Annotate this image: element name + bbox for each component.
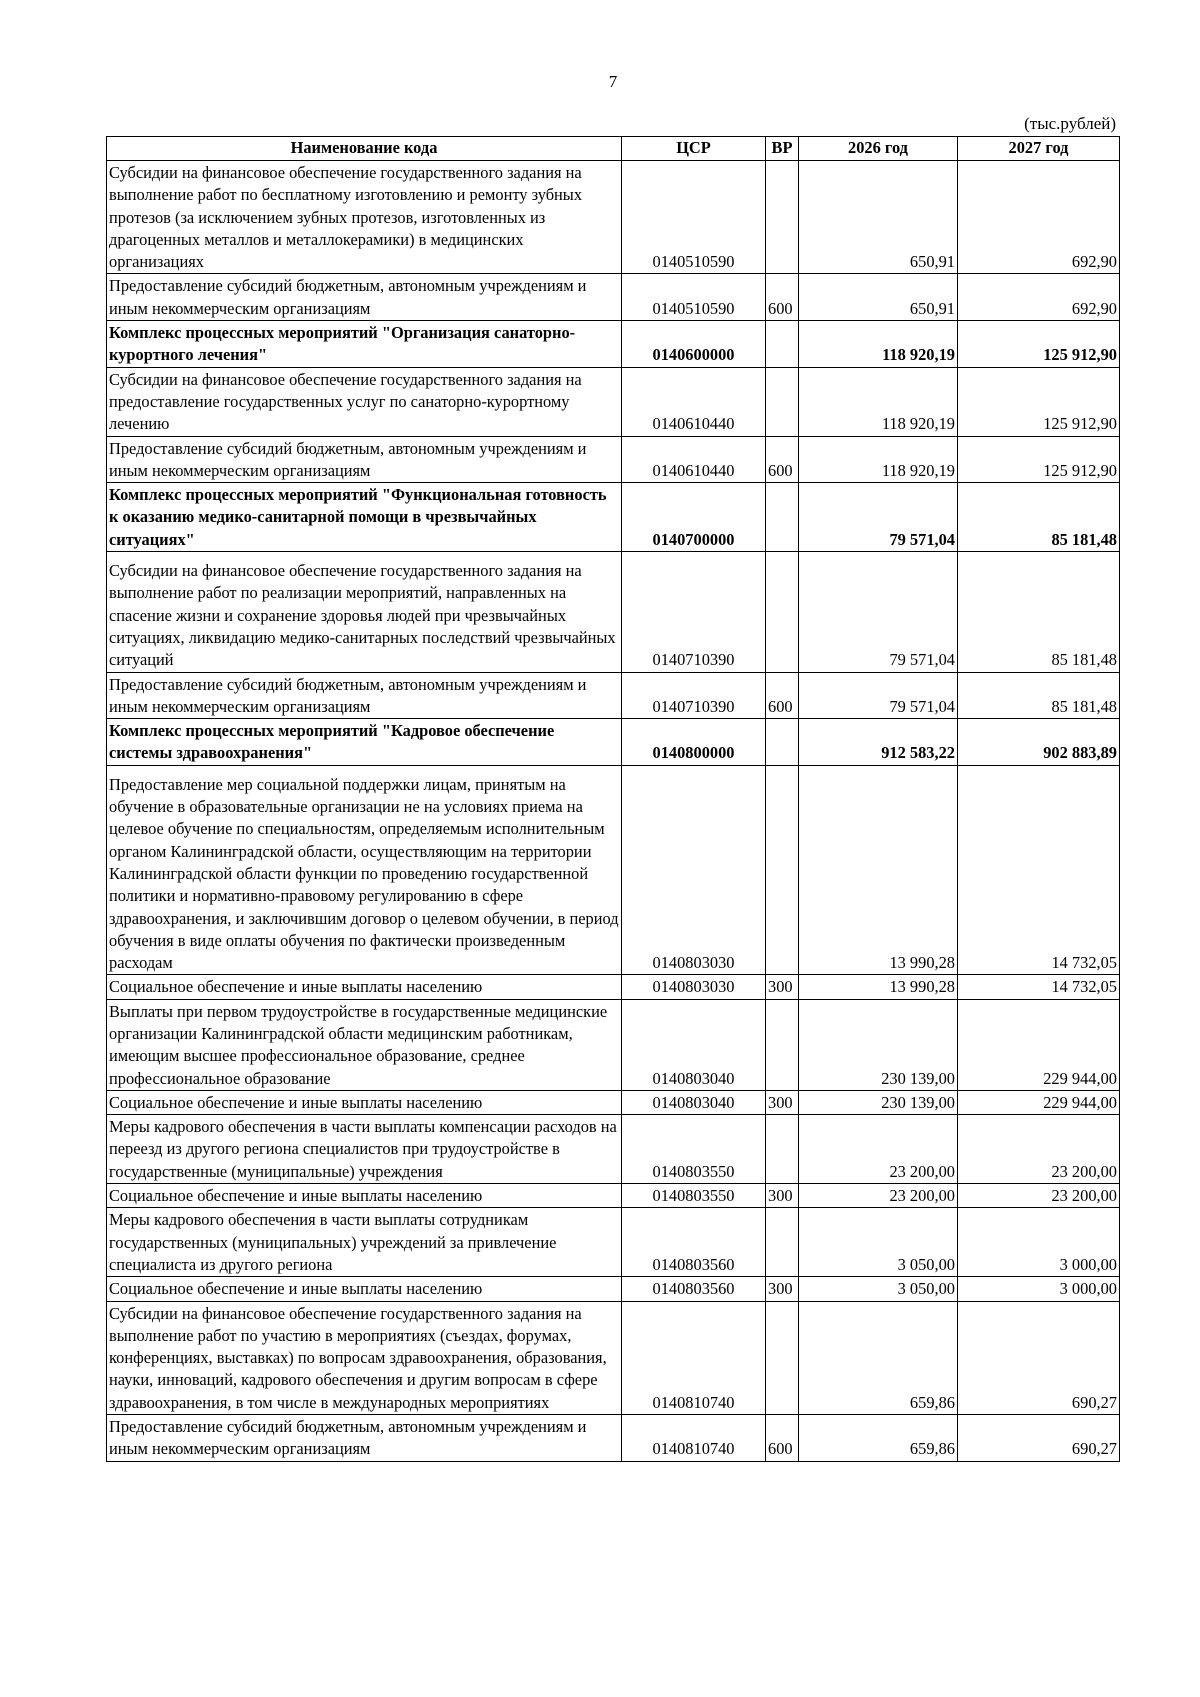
row-csr: 0140803550	[622, 1115, 766, 1184]
header-name: Наименование кода	[107, 137, 622, 161]
row-name: Предоставление субсидий бюджетным, автономным учреждениям и иным некоммерческим организациям	[107, 672, 622, 719]
row-amount-2026: 79 571,04	[799, 552, 958, 672]
row-amount-2026: 118 920,19	[799, 321, 958, 368]
row-name: Меры кадрового обеспечения в части выплаты сотрудникам государственных (муниципальных) учреждений за привлечение специалиста из другого региона	[107, 1208, 622, 1277]
row-csr: 0140610440	[622, 436, 766, 483]
row-amount-2026: 23 200,00	[799, 1115, 958, 1184]
row-name: Предоставление субсидий бюджетным, автономным учреждениям и иным некоммерческим организациям	[107, 1415, 622, 1462]
row-amount-2027: 229 944,00	[958, 999, 1120, 1090]
table-row	[107, 274, 1120, 321]
row-amount-2026: 912 583,22	[799, 719, 958, 766]
row-amount-2027: 14 732,05	[958, 975, 1120, 999]
table-row	[107, 321, 1120, 368]
row-amount-2026: 659,86	[799, 1415, 958, 1462]
row-amount-2027: 23 200,00	[958, 1115, 1120, 1184]
row-amount-2026: 118 920,19	[799, 436, 958, 483]
header-vr: ВР	[766, 137, 799, 161]
row-vr	[766, 1115, 799, 1184]
row-vr	[766, 765, 799, 975]
row-csr: 0140803040	[622, 999, 766, 1090]
row-amount-2027: 3 000,00	[958, 1277, 1120, 1301]
table-row	[107, 975, 1120, 999]
row-vr: 300	[766, 975, 799, 999]
table-row	[107, 672, 1120, 719]
row-csr: 0140803560	[622, 1208, 766, 1277]
row-amount-2026: 23 200,00	[799, 1184, 958, 1208]
row-csr: 0140803030	[622, 975, 766, 999]
row-csr: 0140803560	[622, 1277, 766, 1301]
row-name: Социальное обеспечение и иные выплаты населению	[107, 1277, 622, 1301]
table-row	[107, 436, 1120, 483]
row-name: Социальное обеспечение и иные выплаты населению	[107, 1184, 622, 1208]
table-row	[107, 1208, 1120, 1277]
row-amount-2026: 650,91	[799, 161, 958, 274]
row-vr	[766, 483, 799, 552]
table-row	[107, 367, 1120, 436]
row-name: Предоставление субсидий бюджетным, автономным учреждениям и иным некоммерческим организациям	[107, 436, 622, 483]
row-vr: 300	[766, 1277, 799, 1301]
row-csr: 0140803040	[622, 1090, 766, 1114]
header-2026: 2026 год	[799, 137, 958, 161]
row-name: Субсидии на финансовое обеспечение государственного задания на выполнение работ по реализации мероприятий, направленных на спасение жизни и сохранение здоровья людей при чрезвычайных ситуациях, ликвидацию медико-санитарных последствий чрезвычайных ситуаций	[107, 552, 622, 672]
row-vr	[766, 1208, 799, 1277]
table-row	[107, 765, 1120, 975]
row-vr	[766, 161, 799, 274]
table-row	[107, 719, 1120, 766]
row-name: Меры кадрового обеспечения в части выплаты компенсации расходов на переезд из другого региона специалистов при трудоустройстве в государственные (муниципальные) учреждения	[107, 1115, 622, 1184]
row-vr	[766, 367, 799, 436]
row-vr: 300	[766, 1090, 799, 1114]
units-label: (тыс.рублей)	[1024, 114, 1116, 133]
row-amount-2027: 692,90	[958, 161, 1120, 274]
row-amount-2027: 3 000,00	[958, 1208, 1120, 1277]
row-vr: 600	[766, 1415, 799, 1462]
row-vr	[766, 321, 799, 368]
row-vr	[766, 552, 799, 672]
row-amount-2027: 125 912,90	[958, 436, 1120, 483]
table-row	[107, 1115, 1120, 1184]
row-csr: 0140810740	[622, 1415, 766, 1462]
row-csr: 0140510590	[622, 274, 766, 321]
header-2027: 2027 год	[958, 137, 1120, 161]
row-amount-2026: 118 920,19	[799, 367, 958, 436]
row-amount-2027: 14 732,05	[958, 765, 1120, 975]
table-row	[107, 1277, 1120, 1301]
row-vr: 300	[766, 1184, 799, 1208]
row-amount-2026: 659,86	[799, 1301, 958, 1414]
row-amount-2026: 650,91	[799, 274, 958, 321]
row-amount-2026: 230 139,00	[799, 1090, 958, 1114]
row-amount-2027: 902 883,89	[958, 719, 1120, 766]
row-amount-2026: 3 050,00	[799, 1277, 958, 1301]
row-vr	[766, 719, 799, 766]
table-row	[107, 552, 1120, 672]
row-name: Социальное обеспечение и иные выплаты населению	[107, 975, 622, 999]
row-vr	[766, 1301, 799, 1414]
row-amount-2026: 230 139,00	[799, 999, 958, 1090]
row-amount-2026: 79 571,04	[799, 672, 958, 719]
row-name: Субсидии на финансовое обеспечение государственного задания на выполнение работ по бесплатному изготовлению и ремонту зубных протезов (за исключением зубных протезов, изготовленных из драгоценных металлов и металлокерамики) в медицинских организациях	[107, 161, 622, 274]
table-row	[107, 161, 1120, 274]
row-name: Субсидии на финансовое обеспечение государственного задания на предоставление государственных услуг по санаторно-курортному лечению	[107, 367, 622, 436]
row-csr: 0140600000	[622, 321, 766, 368]
table-row	[107, 999, 1120, 1090]
table-row	[107, 1090, 1120, 1114]
row-amount-2027: 692,90	[958, 274, 1120, 321]
row-vr: 600	[766, 436, 799, 483]
row-name: Субсидии на финансовое обеспечение государственного задания на выполнение работ по участию в мероприятиях (съездах, форумах, конференциях, выставках) по вопросам здравоохранения, образования, науки, инноваций, кадрового обеспечения и другим вопросам в сфере здравоохранения, в том числе в международных мероприятиях	[107, 1301, 622, 1414]
row-vr: 600	[766, 274, 799, 321]
table-row	[107, 1415, 1120, 1462]
row-name: Предоставление мер социальной поддержки лицам, принятым на обучение в образовательные организации не на условиях приема на целевое обучение по специальностям, определяемым исполнительным органом Калининградской области, осуществляющим на территории Калининградской области функции по проведению государственной политики и нормативно-правовому регулированию в сфере здравоохранения, и заключившим договор о целевом обучении, в период обучения в виде оплаты обучения по фактически произведенным расходам	[107, 765, 622, 975]
table-row	[107, 1301, 1120, 1414]
row-amount-2026: 79 571,04	[799, 483, 958, 552]
row-csr: 0140800000	[622, 719, 766, 766]
row-amount-2027: 23 200,00	[958, 1184, 1120, 1208]
row-amount-2027: 690,27	[958, 1415, 1120, 1462]
row-amount-2027: 85 181,48	[958, 672, 1120, 719]
row-amount-2026: 3 050,00	[799, 1208, 958, 1277]
row-csr: 0140803030	[622, 765, 766, 975]
row-name: Социальное обеспечение и иные выплаты населению	[107, 1090, 622, 1114]
row-amount-2027: 229 944,00	[958, 1090, 1120, 1114]
page-number: 7	[608, 72, 618, 91]
row-amount-2027: 85 181,48	[958, 552, 1120, 672]
row-name: Комплекс процессных мероприятий "Функциональная готовность к оказанию медико-санитарной помощи в чрезвычайных ситуациях"	[107, 483, 622, 552]
table-row	[107, 1184, 1120, 1208]
row-csr: 0140810740	[622, 1301, 766, 1414]
row-vr	[766, 999, 799, 1090]
row-csr: 0140710390	[622, 672, 766, 719]
row-csr: 0140710390	[622, 552, 766, 672]
row-csr: 0140510590	[622, 161, 766, 274]
row-vr: 600	[766, 672, 799, 719]
table-row	[107, 483, 1120, 552]
row-amount-2027: 125 912,90	[958, 321, 1120, 368]
row-name: Комплекс процессных мероприятий "Кадровое обеспечение системы здравоохранения"	[107, 719, 622, 766]
row-amount-2026: 13 990,28	[799, 765, 958, 975]
row-amount-2026: 13 990,28	[799, 975, 958, 999]
row-name: Предоставление субсидий бюджетным, автономным учреждениям и иным некоммерческим организациям	[107, 274, 622, 321]
budget-table	[106, 136, 1120, 1462]
header-csr: ЦСР	[622, 137, 766, 161]
row-csr: 0140803550	[622, 1184, 766, 1208]
row-name: Комплекс процессных мероприятий "Организация санаторно-курортного лечения"	[107, 321, 622, 368]
row-amount-2027: 85 181,48	[958, 483, 1120, 552]
row-name: Выплаты при первом трудоустройстве в государственные медицинские организации Калининградской области медицинским работникам, имеющим высшее профессиональное образование, среднее профессиональное образование	[107, 999, 622, 1090]
row-amount-2027: 125 912,90	[958, 367, 1120, 436]
row-amount-2027: 690,27	[958, 1301, 1120, 1414]
table-header-row	[107, 137, 1120, 161]
row-csr: 0140700000	[622, 483, 766, 552]
row-csr: 0140610440	[622, 367, 766, 436]
